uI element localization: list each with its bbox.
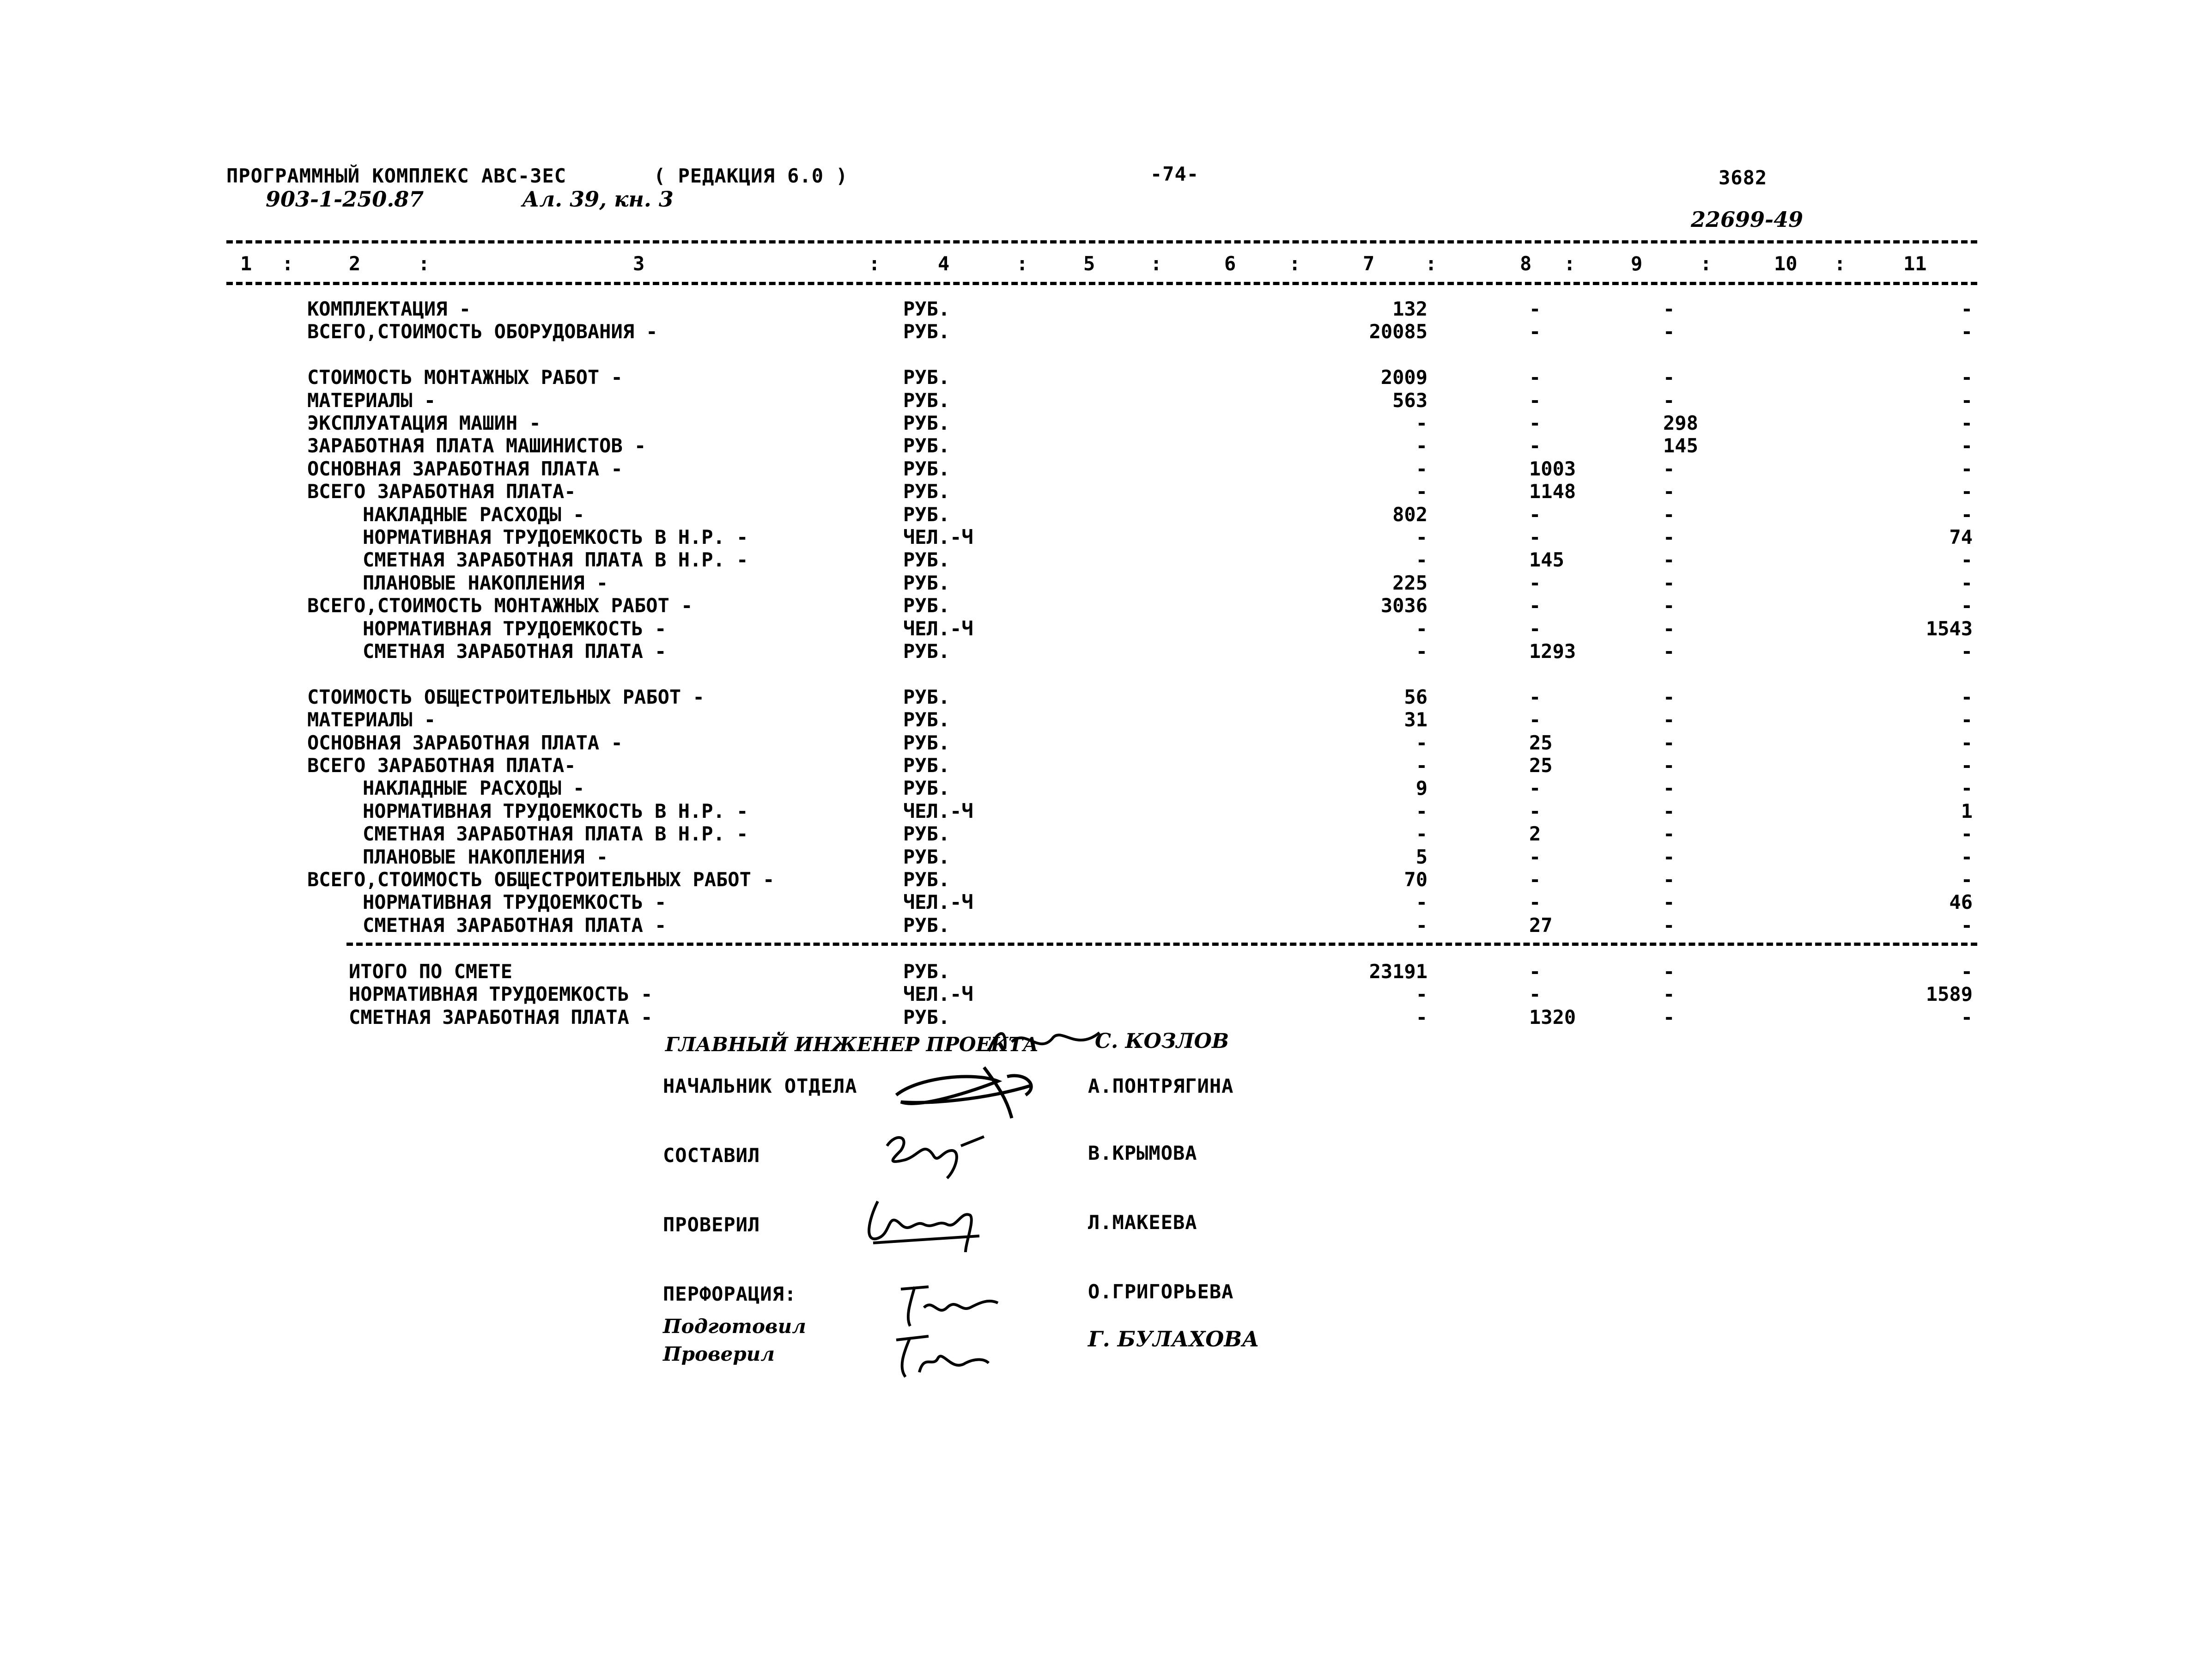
prepared-checked-title: Проверил [663,1343,775,1365]
cell-col-8: 145 [1529,548,1564,572]
column-header-6: 6 [1224,252,1236,275]
cell-col-7: - [1415,480,1428,503]
row-unit: РУБ. [903,503,950,526]
cell-col-8: - [1529,617,1541,640]
cell-col-7: - [1415,526,1428,548]
cell-col-9: - [1663,685,1675,708]
cell-col-7: - [1415,412,1428,434]
cell-col-11: - [1961,685,1973,708]
cell-col-8: - [1529,320,1541,343]
cell-col-9: - [1663,366,1675,389]
perforation-name: О.ГРИГОРЬЕВА [1088,1280,1234,1303]
dept-head-signature-icon [892,1058,1049,1123]
cell-col-9: - [1663,708,1675,731]
cell-col-8: - [1529,434,1541,457]
cell-col-11: - [1961,777,1973,800]
cell-col-11: - [1961,640,1973,663]
cell-col-7: - [1415,822,1428,846]
row-unit: РУБ. [903,868,950,891]
row-label: ВСЕГО,СТОИМОСТЬ ОБОРУДОВАНИЯ - [307,320,658,343]
cell-col-11: - [1961,1005,1973,1029]
column-header-7: 7 [1363,252,1375,275]
row-unit: РУБ. [903,457,950,480]
row-unit: РУБ. [903,434,950,457]
cell-col-8: 1148 [1529,480,1576,503]
checked-signature-icon [859,1192,989,1257]
compiled-signature-icon [882,1127,993,1183]
cell-col-11: - [1961,480,1973,503]
row-label: КОМПЛЕКТАЦИЯ - [307,298,471,320]
row-label: СМЕТНАЯ ЗАРАБОТНАЯ ПЛАТА - [349,1005,653,1029]
compiled-title: СОСТАВИЛ [663,1144,760,1167]
row-unit: РУБ. [903,412,950,434]
column-header-3: 3 [633,252,645,275]
row-label: СМЕТНАЯ ЗАРАБОТНАЯ ПЛАТА - [363,640,667,663]
cell-col-8: 25 [1529,754,1553,777]
cell-col-8: 25 [1529,731,1553,754]
chief-engineer-title: ГЛАВНЫЙ ИНЖЕНЕР ПРОЕКТА [665,1033,1039,1056]
cell-col-9: - [1663,777,1675,800]
row-label: ВСЕГО,СТОИМОСТЬ МОНТАЖНЫХ РАБОТ - [307,594,693,617]
column-separator: : [1016,252,1028,275]
column-separator: : [1289,252,1301,275]
cell-col-9: - [1663,298,1675,320]
dept-head-name: А.ПОНТРЯГИНА [1088,1075,1234,1097]
row-label: ВСЕГО ЗАРАБОТНАЯ ПЛАТА- [307,754,576,777]
cell-col-7: 31 [1404,708,1428,731]
cell-col-7: - [1415,640,1428,663]
cell-col-9: - [1663,913,1675,937]
prepared-name: Г. БУЛАХОВА [1088,1327,1259,1351]
checked-title: ПРОВЕРИЛ [663,1213,760,1236]
cell-col-11: 46 [1949,891,1973,914]
row-unit: РУБ. [903,754,950,777]
cell-col-7: 802 [1392,503,1428,526]
compiled-name: В.КРЫМОВА [1088,1142,1197,1164]
cell-col-9: - [1663,389,1675,412]
cell-col-8: - [1529,366,1541,389]
row-unit: РУБ. [903,731,950,754]
cell-col-8: - [1529,526,1541,548]
row-unit: ЧЕЛ.-Ч [903,526,973,548]
cell-col-9: - [1663,960,1675,983]
cell-col-7: - [1415,434,1428,457]
row-label: НОРМАТИВНАЯ ТРУДОЕМКОСТЬ - [363,617,667,640]
cell-col-7: 2009 [1380,366,1428,389]
cell-col-8: - [1529,412,1541,434]
cell-col-9: - [1663,480,1675,503]
cell-col-11: - [1961,868,1973,891]
cell-col-9: - [1663,548,1675,572]
cell-col-7: 20085 [1369,320,1428,343]
row-unit: ЧЕЛ.-Ч [903,617,973,640]
cell-col-11: - [1961,366,1973,389]
cell-col-8: - [1529,777,1541,800]
cell-col-7: - [1415,731,1428,754]
column-header-4: 4 [938,252,950,275]
cell-col-9: - [1663,799,1675,822]
cell-col-7: - [1415,799,1428,822]
row-label: ЭКСПЛУАТАЦИЯ МАШИН - [307,412,541,434]
cell-col-11: - [1961,960,1973,983]
chief-engineer-name: С. КОЗЛОВ [1095,1029,1229,1053]
row-unit: РУБ. [903,960,950,983]
document-code: 3682 [1719,166,1768,189]
cell-col-7: 9 [1415,777,1428,800]
row-unit: РУБ. [903,389,950,412]
cell-col-7: 132 [1392,298,1428,320]
row-unit: ЧЕЛ.-Ч [903,891,973,914]
cell-col-9: - [1663,1005,1675,1029]
cell-col-9: - [1663,822,1675,846]
row-unit: РУБ. [903,845,950,868]
cell-col-9: - [1663,526,1675,548]
cell-col-11: 74 [1949,526,1973,548]
cell-col-7: - [1415,754,1428,777]
row-label: НАКЛАДНЫЕ РАСХОДЫ - [363,503,585,526]
row-unit: РУБ. [903,548,950,572]
cell-col-7: 225 [1392,571,1428,594]
cell-col-11: - [1961,754,1973,777]
row-unit: РУБ. [903,366,950,389]
row-unit: РУБ. [903,594,950,617]
header-rule-top [226,240,1977,243]
cell-col-11: 1543 [1926,617,1973,640]
row-unit: РУБ. [903,640,950,663]
cell-col-11: 1589 [1926,983,1973,1006]
column-separator: : [1834,252,1846,275]
row-label: СТОИМОСТЬ ОБЩЕСТРОИТЕЛЬНЫХ РАБОТ - [307,685,705,708]
cell-col-8: - [1529,891,1541,914]
cell-col-11: - [1961,845,1973,868]
cell-col-8: - [1529,571,1541,594]
row-unit: РУБ. [903,822,950,846]
handwritten-album: Ал. 39, кн. 3 [522,187,674,212]
chief-engineer-signature-icon [984,1023,1104,1060]
cell-col-7: - [1415,913,1428,937]
cell-col-9: - [1663,845,1675,868]
cell-col-9: - [1663,617,1675,640]
cell-col-7: 563 [1392,389,1428,412]
perforation-title: ПЕРФОРАЦИЯ: [663,1283,797,1305]
column-separator: : [1700,252,1712,275]
cell-col-9: - [1663,983,1675,1006]
page-number: -74- [1150,163,1199,185]
cell-col-11: - [1961,548,1973,572]
cell-col-7: 70 [1404,868,1428,891]
cell-col-11: - [1961,913,1973,937]
cell-col-11: - [1961,708,1973,731]
column-separator: : [1425,252,1437,275]
cell-col-7: 3036 [1380,594,1428,617]
cell-col-11: - [1961,389,1973,412]
row-unit: РУБ. [903,913,950,937]
cell-col-7: - [1415,457,1428,480]
column-header-9: 9 [1631,252,1643,275]
cell-col-9: 298 [1663,412,1698,434]
cell-col-7: 56 [1404,685,1428,708]
column-header-11: 11 [1903,252,1927,275]
cell-col-11: - [1961,457,1973,480]
row-label: ПЛАНОВЫЕ НАКОПЛЕНИЯ - [363,571,608,594]
row-unit: РУБ. [903,298,950,320]
row-unit: РУБ. [903,320,950,343]
handwritten-number: 22699-49 [1691,207,1804,232]
column-header-5: 5 [1083,252,1095,275]
cell-col-11: - [1961,594,1973,617]
cell-col-8: - [1529,960,1541,983]
cell-col-7: 5 [1415,845,1428,868]
cell-col-11: - [1961,822,1973,846]
cell-col-7: - [1415,983,1428,1006]
cell-col-8: - [1529,503,1541,526]
cell-col-9: - [1663,640,1675,663]
row-label: МАТЕРИАЛЫ - [307,708,436,731]
totals-rule [346,943,1977,946]
row-label: МАТЕРИАЛЫ - [307,389,436,412]
row-unit: РУБ. [903,480,950,503]
row-unit: РУБ. [903,685,950,708]
row-label: ОСНОВНАЯ ЗАРАБОТНАЯ ПЛАТА - [307,457,623,480]
row-unit: ЧЕЛ.-Ч [903,983,973,1006]
row-label: ЗАРАБОТНАЯ ПЛАТА МАШИНИСТОВ - [307,434,646,457]
column-separator: : [1150,252,1162,275]
cell-col-9: - [1663,320,1675,343]
cell-col-8: - [1529,868,1541,891]
row-label: ИТОГО ПО СМЕТЕ [349,960,513,983]
cell-col-8: 2 [1529,822,1541,846]
cell-col-7: 23191 [1369,960,1428,983]
prepared-signature-icon [892,1331,1002,1382]
cell-col-8: - [1529,845,1541,868]
column-header-1: 1 [240,252,252,275]
cell-col-11: - [1961,434,1973,457]
cell-col-9: - [1663,754,1675,777]
dept-head-title: НАЧАЛЬНИК ОТДЕЛА [663,1075,857,1097]
column-separator: : [418,252,430,275]
cell-col-7: - [1415,891,1428,914]
row-label: СМЕТНАЯ ЗАРАБОТНАЯ ПЛАТА В Н.Р. - [363,548,748,572]
row-label: ВСЕГО ЗАРАБОТНАЯ ПЛАТА- [307,480,576,503]
row-label: НОРМАТИВНАЯ ТРУДОЕМКОСТЬ - [363,891,667,914]
cell-col-9: - [1663,891,1675,914]
cell-col-11: 1 [1961,799,1973,822]
cell-col-11: - [1961,571,1973,594]
perforation-signature-icon [896,1280,1007,1331]
cell-col-8: - [1529,983,1541,1006]
column-header-8: 8 [1520,252,1532,275]
cell-col-9: - [1663,571,1675,594]
cell-col-9: - [1663,731,1675,754]
cell-col-11: - [1961,731,1973,754]
cell-col-11: - [1961,503,1973,526]
row-label: СМЕТНАЯ ЗАРАБОТНАЯ ПЛАТА В Н.Р. - [363,822,748,846]
row-label: СМЕТНАЯ ЗАРАБОТНАЯ ПЛАТА - [363,913,667,937]
cell-col-9: 145 [1663,434,1698,457]
cell-col-8: - [1529,298,1541,320]
cell-col-8: - [1529,594,1541,617]
row-label: НОРМАТИВНАЯ ТРУДОЕМКОСТЬ - [349,983,653,1006]
row-label: НОРМАТИВНАЯ ТРУДОЕМКОСТЬ В Н.Р. - [363,799,748,822]
cell-col-9: - [1663,868,1675,891]
row-label: ВСЕГО,СТОИМОСТЬ ОБЩЕСТРОИТЕЛЬНЫХ РАБОТ - [307,868,775,891]
column-header-2: 2 [349,252,361,275]
cell-col-11: - [1961,298,1973,320]
column-separator: : [869,252,881,275]
cell-col-8: - [1529,799,1541,822]
edition-label: ( РЕДАКЦИЯ 6.0 ) [654,164,848,187]
cell-col-8: 1293 [1529,640,1576,663]
row-unit: ЧЕЛ.-Ч [903,799,973,822]
cell-col-8: 1003 [1529,457,1576,480]
cell-col-9: - [1663,594,1675,617]
cell-col-9: - [1663,457,1675,480]
row-label: НОРМАТИВНАЯ ТРУДОЕМКОСТЬ В Н.Р. - [363,526,748,548]
header-rule-bottom [226,282,1977,285]
program-name: ПРОГРАММНЫЙ КОМПЛЕКС АВС-3ЕС [226,164,567,187]
row-label: СТОИМОСТЬ МОНТАЖНЫХ РАБОТ - [307,366,623,389]
cell-col-11: - [1961,320,1973,343]
row-unit: РУБ. [903,571,950,594]
cell-col-8: - [1529,708,1541,731]
column-header-10: 10 [1774,252,1798,275]
row-unit: РУБ. [903,708,950,731]
prepared-title: Подготовил [663,1315,806,1338]
row-unit: РУБ. [903,1005,950,1029]
cell-col-11: - [1961,412,1973,434]
cell-col-8: - [1529,389,1541,412]
handwritten-project-ref: 903-1-250.87 [266,187,424,212]
cell-col-7: - [1415,548,1428,572]
cell-col-8: 1320 [1529,1005,1576,1029]
cell-col-9: - [1663,503,1675,526]
row-unit: РУБ. [903,777,950,800]
column-separator: : [1564,252,1576,275]
row-label: НАКЛАДНЫЕ РАСХОДЫ - [363,777,585,800]
row-label: ОСНОВНАЯ ЗАРАБОТНАЯ ПЛАТА - [307,731,623,754]
cell-col-8: 27 [1529,913,1553,937]
checked-name: Л.МАКЕЕВА [1088,1211,1197,1234]
cell-col-7: - [1415,617,1428,640]
cell-col-8: - [1529,685,1541,708]
column-separator: : [282,252,294,275]
cell-col-7: - [1415,1005,1428,1029]
row-label: ПЛАНОВЫЕ НАКОПЛЕНИЯ - [363,845,608,868]
